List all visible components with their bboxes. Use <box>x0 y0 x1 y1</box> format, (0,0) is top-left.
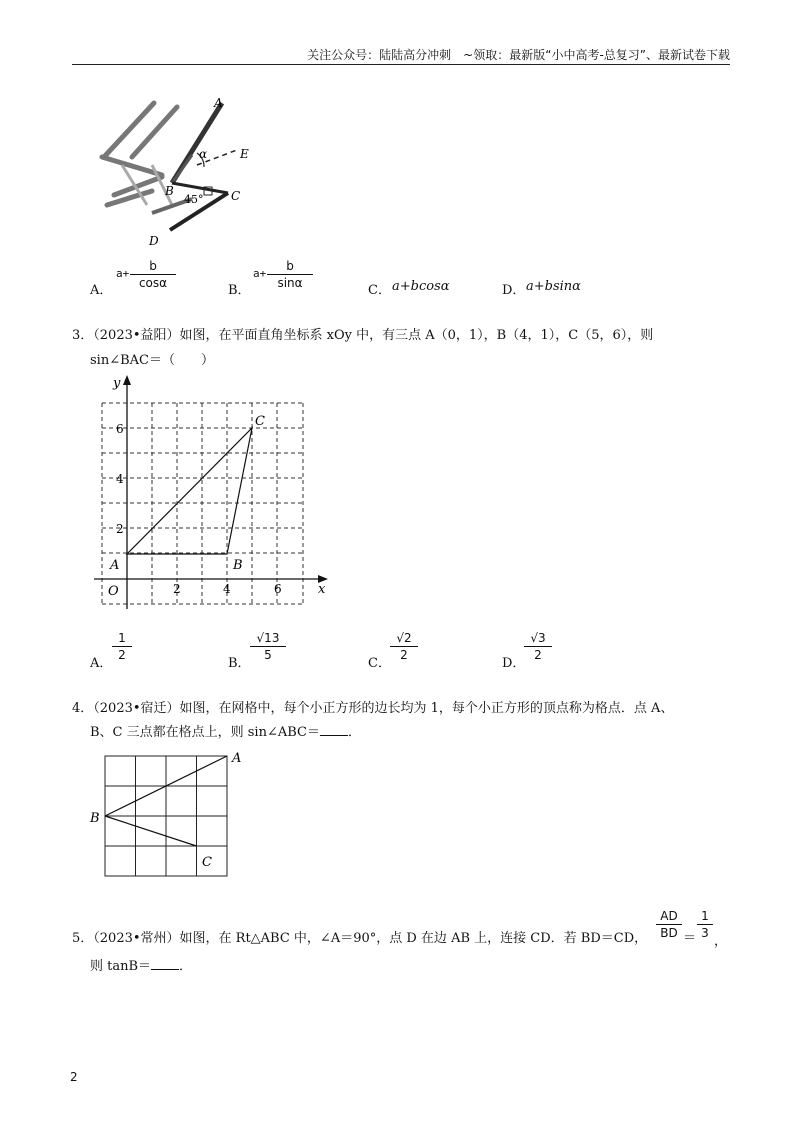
q5-frac1-num: AD <box>660 909 678 923</box>
q2-option-D-text: a+bsinα <box>526 279 581 294</box>
q4-stem-line2-text: B、C 三点都在格点上，则 sin∠ABC＝ <box>90 725 320 740</box>
x-tick-4: 4 <box>223 582 231 596</box>
label-B: B <box>165 184 174 198</box>
q4-label-B: B <box>90 811 100 826</box>
origin-label: O <box>108 584 119 599</box>
q3-option-B-fraction <box>250 630 286 663</box>
y-tick-4: 4 <box>116 472 124 486</box>
q3-A-den: 2 <box>118 648 126 662</box>
q3-stem-line1: 3．（2023•益阳）如图，在平面直角坐标系 xOy 中，有三点 A（0，1），B（4，1），C（5，6），则 <box>72 328 654 343</box>
q4-stem-line2 <box>90 724 361 742</box>
q3-stem-line2: sin∠BAC＝（ ） <box>90 353 214 368</box>
q3-B-num: √13 <box>256 631 280 645</box>
x-tick-2: 2 <box>173 582 181 596</box>
q2-option-A-letter: A． <box>90 283 113 298</box>
laptop-stand-figure <box>92 95 262 250</box>
q3-coordinate-figure <box>90 373 340 613</box>
label-D: D <box>149 234 159 248</box>
q5-comma: ， <box>714 934 728 949</box>
q5-frac2-num: 1 <box>701 909 709 923</box>
q4-grid-figure <box>88 750 248 882</box>
q3-C-num: √2 <box>396 631 412 645</box>
q2-option-C-text: a+bcosα <box>392 279 450 294</box>
y-tick-6: 6 <box>116 422 124 436</box>
x-axis-label: x <box>318 582 326 597</box>
label-A: A <box>214 96 223 110</box>
q5-stem-line2 <box>90 958 192 976</box>
q3-A-num: 1 <box>118 631 126 645</box>
q4-label-C: C <box>202 855 212 870</box>
q5-equals: ＝ <box>683 931 697 946</box>
q2-option-C-letter: C． <box>368 283 391 298</box>
header-rule <box>72 64 730 65</box>
q5-ratio-fraction <box>656 908 682 941</box>
q3-D-num: √3 <box>530 631 546 645</box>
q4-stem-line1: 4．（2023•宿迁）如图，在网格中，每个小正方形的边长均为 1，每个小正方形的顶点称为格点．点 A、 <box>72 701 674 716</box>
q5-stem-line2-text: 则 tanB＝ <box>90 959 152 974</box>
point-C-label: C <box>255 414 265 429</box>
label-C: C <box>231 189 241 203</box>
q2-option-A-pre: a+ <box>116 267 130 280</box>
q2-B-den: sinα <box>277 276 303 290</box>
page-header: 关注公众号：陆陆高分冲刺 ~领取：最新版“小中高考-总复习”、最新试卷下载 <box>307 48 730 62</box>
q3-option-B-letter: B． <box>228 656 251 671</box>
q2-A-num: b <box>149 259 157 273</box>
q5-frac1-den: BD <box>660 926 678 940</box>
q5-value-fraction <box>697 908 713 941</box>
q3-option-C-letter: C． <box>368 656 391 671</box>
page-number: 2 <box>70 1070 78 1084</box>
q5-frac2-den: 3 <box>701 926 709 940</box>
q4-answer-blank[interactable] <box>320 735 348 736</box>
point-A-label: A <box>110 558 120 573</box>
q3-option-D-letter: D． <box>502 656 526 671</box>
q4-label-A: A <box>232 751 242 766</box>
q4-stem-line2-end: ． <box>348 725 362 740</box>
q3-C-den: 2 <box>400 648 408 662</box>
q3-D-den: 2 <box>534 648 542 662</box>
q5-answer-blank[interactable] <box>151 969 179 970</box>
q3-option-A-letter: A． <box>90 656 113 671</box>
q2-B-num: b <box>286 259 294 273</box>
q3-option-A-fraction <box>112 630 132 663</box>
q2-option-B-fraction <box>267 258 313 291</box>
label-E: E <box>240 147 249 161</box>
q2-option-B-pre: a+ <box>253 267 267 280</box>
q2-option-A-fraction <box>130 258 176 291</box>
y-tick-2: 2 <box>116 522 124 536</box>
q3-option-D-fraction <box>524 630 552 663</box>
q2-option-B-letter: B． <box>228 283 251 298</box>
label-alpha: α <box>199 147 208 161</box>
q2-A-den: cosα <box>138 276 168 290</box>
y-axis-label: y <box>113 376 121 391</box>
label-45: 45° <box>184 193 204 206</box>
q5-stem-line1: 5．（2023•常州）如图，在 Rt△ABC 中，∠A＝90°，点 D 在边 AB 上，连接 CD．若 BD＝CD， <box>72 931 648 946</box>
q5-stem-line2-end: ． <box>179 959 193 974</box>
point-B-label: B <box>233 558 243 573</box>
x-tick-6: 6 <box>274 582 282 596</box>
q2-option-D-letter: D． <box>502 283 526 298</box>
q3-B-den: 5 <box>264 648 272 662</box>
q3-option-C-fraction <box>390 630 418 663</box>
